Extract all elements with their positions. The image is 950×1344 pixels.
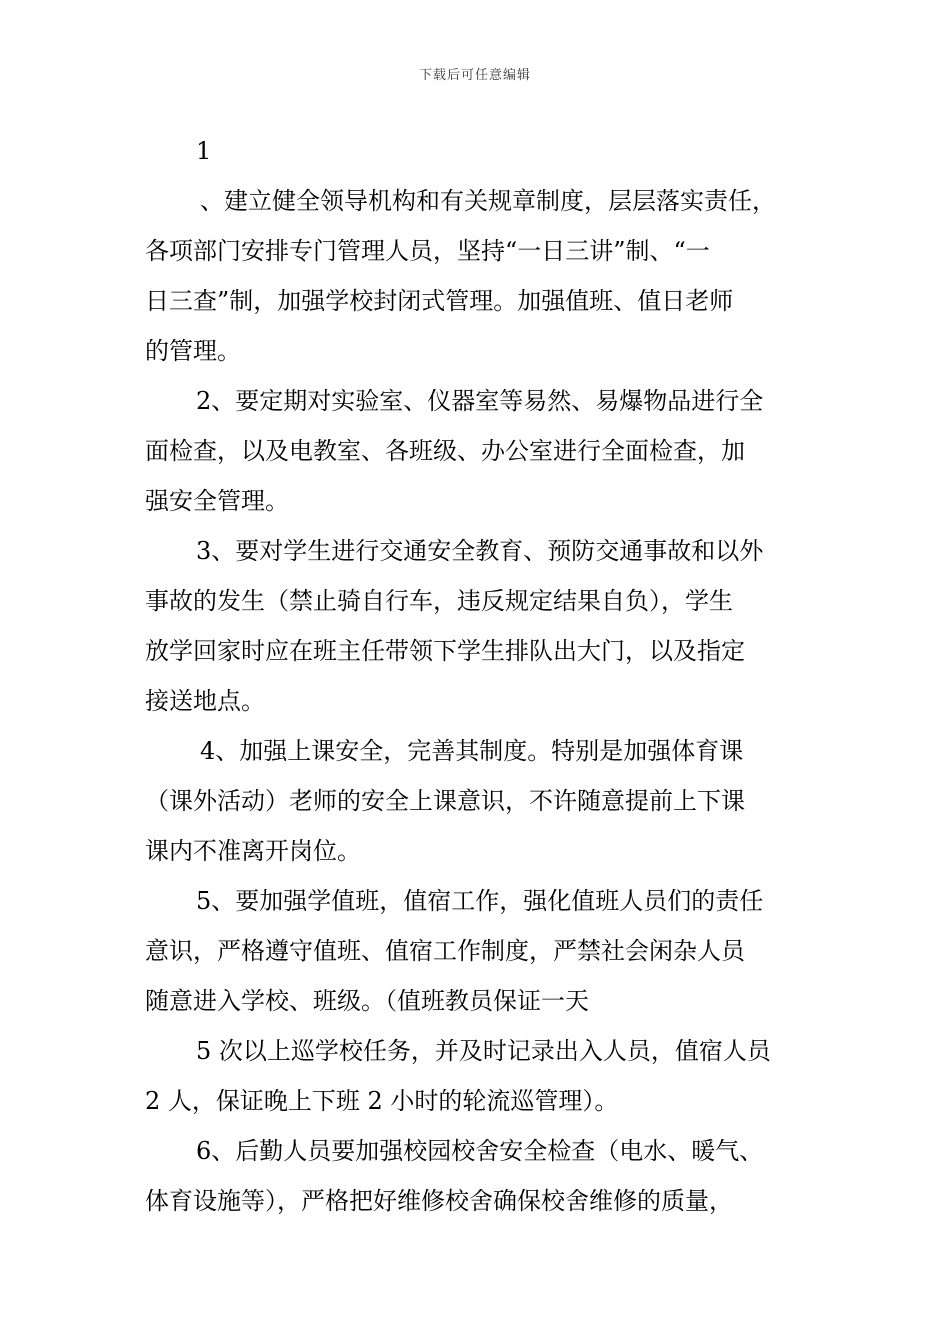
text-line: 5、要加强学值班，值宿工作，强化值班人员们的责任 <box>196 887 764 915</box>
text-line: 5 次以上巡学校任务，并及时记录出入人员，值宿人员 <box>196 1037 771 1065</box>
section-number: 1 <box>196 137 212 165</box>
text-line: 2 人，保证晚上下班 2 小时的轮流巡管理）。 <box>145 1087 619 1115</box>
document-body <box>145 126 815 1226</box>
text-line: 各项部门安排专门管理人员，坚持“一日三讲”制、“一 <box>145 237 710 265</box>
text-line: 3、要对学生进行交通安全教育、预防交通事故和以外 <box>196 537 764 565</box>
text-line: 日三查”制，加强学校封闭式管理。加强值班、值日老师 <box>145 287 734 315</box>
text-line: 意识，严格遵守值班、值宿工作制度，严禁社会闲杂人员 <box>145 937 745 965</box>
page-header: 下载后可任意编辑 <box>418 68 531 83</box>
text-line: 接送地点。 <box>145 687 265 715</box>
text-line: （课外活动）老师的安全上课意识，不许随意提前上下课 <box>145 787 745 815</box>
text-line: 体育设施等），严格把好维修校舍确保校舍维修的质量， <box>145 1187 733 1215</box>
text-line: 强安全管理。 <box>145 487 289 515</box>
text-line: 4、加强上课安全，完善其制度。特别是加强体育课 <box>200 737 744 765</box>
text-line: 的管理。 <box>145 337 241 365</box>
text-line: 、建立健全领导机构和有关规章制度，层层落实责任， <box>200 187 776 215</box>
text-line: 面检查，以及电教室、各班级、办公室进行全面检查，加 <box>145 437 745 465</box>
text-line: 6、后勤人员要加强校园校舍安全检查（电水、暖气、 <box>196 1137 764 1165</box>
text-line: 课内不准离开岗位。 <box>145 837 361 865</box>
text-line: 事故的发生（禁止骑自行车，违反规定结果自负），学生 <box>145 587 733 615</box>
text-line <box>145 126 815 176</box>
text-line: 放学回家时应在班主任带领下学生排队出大门，以及指定 <box>145 637 745 665</box>
text-line: 2、要定期对实验室、仪器室等易然、易爆物品进行全 <box>196 387 764 415</box>
text-line: 随意进入学校、班级。（值班教员保证一天 <box>145 987 589 1015</box>
